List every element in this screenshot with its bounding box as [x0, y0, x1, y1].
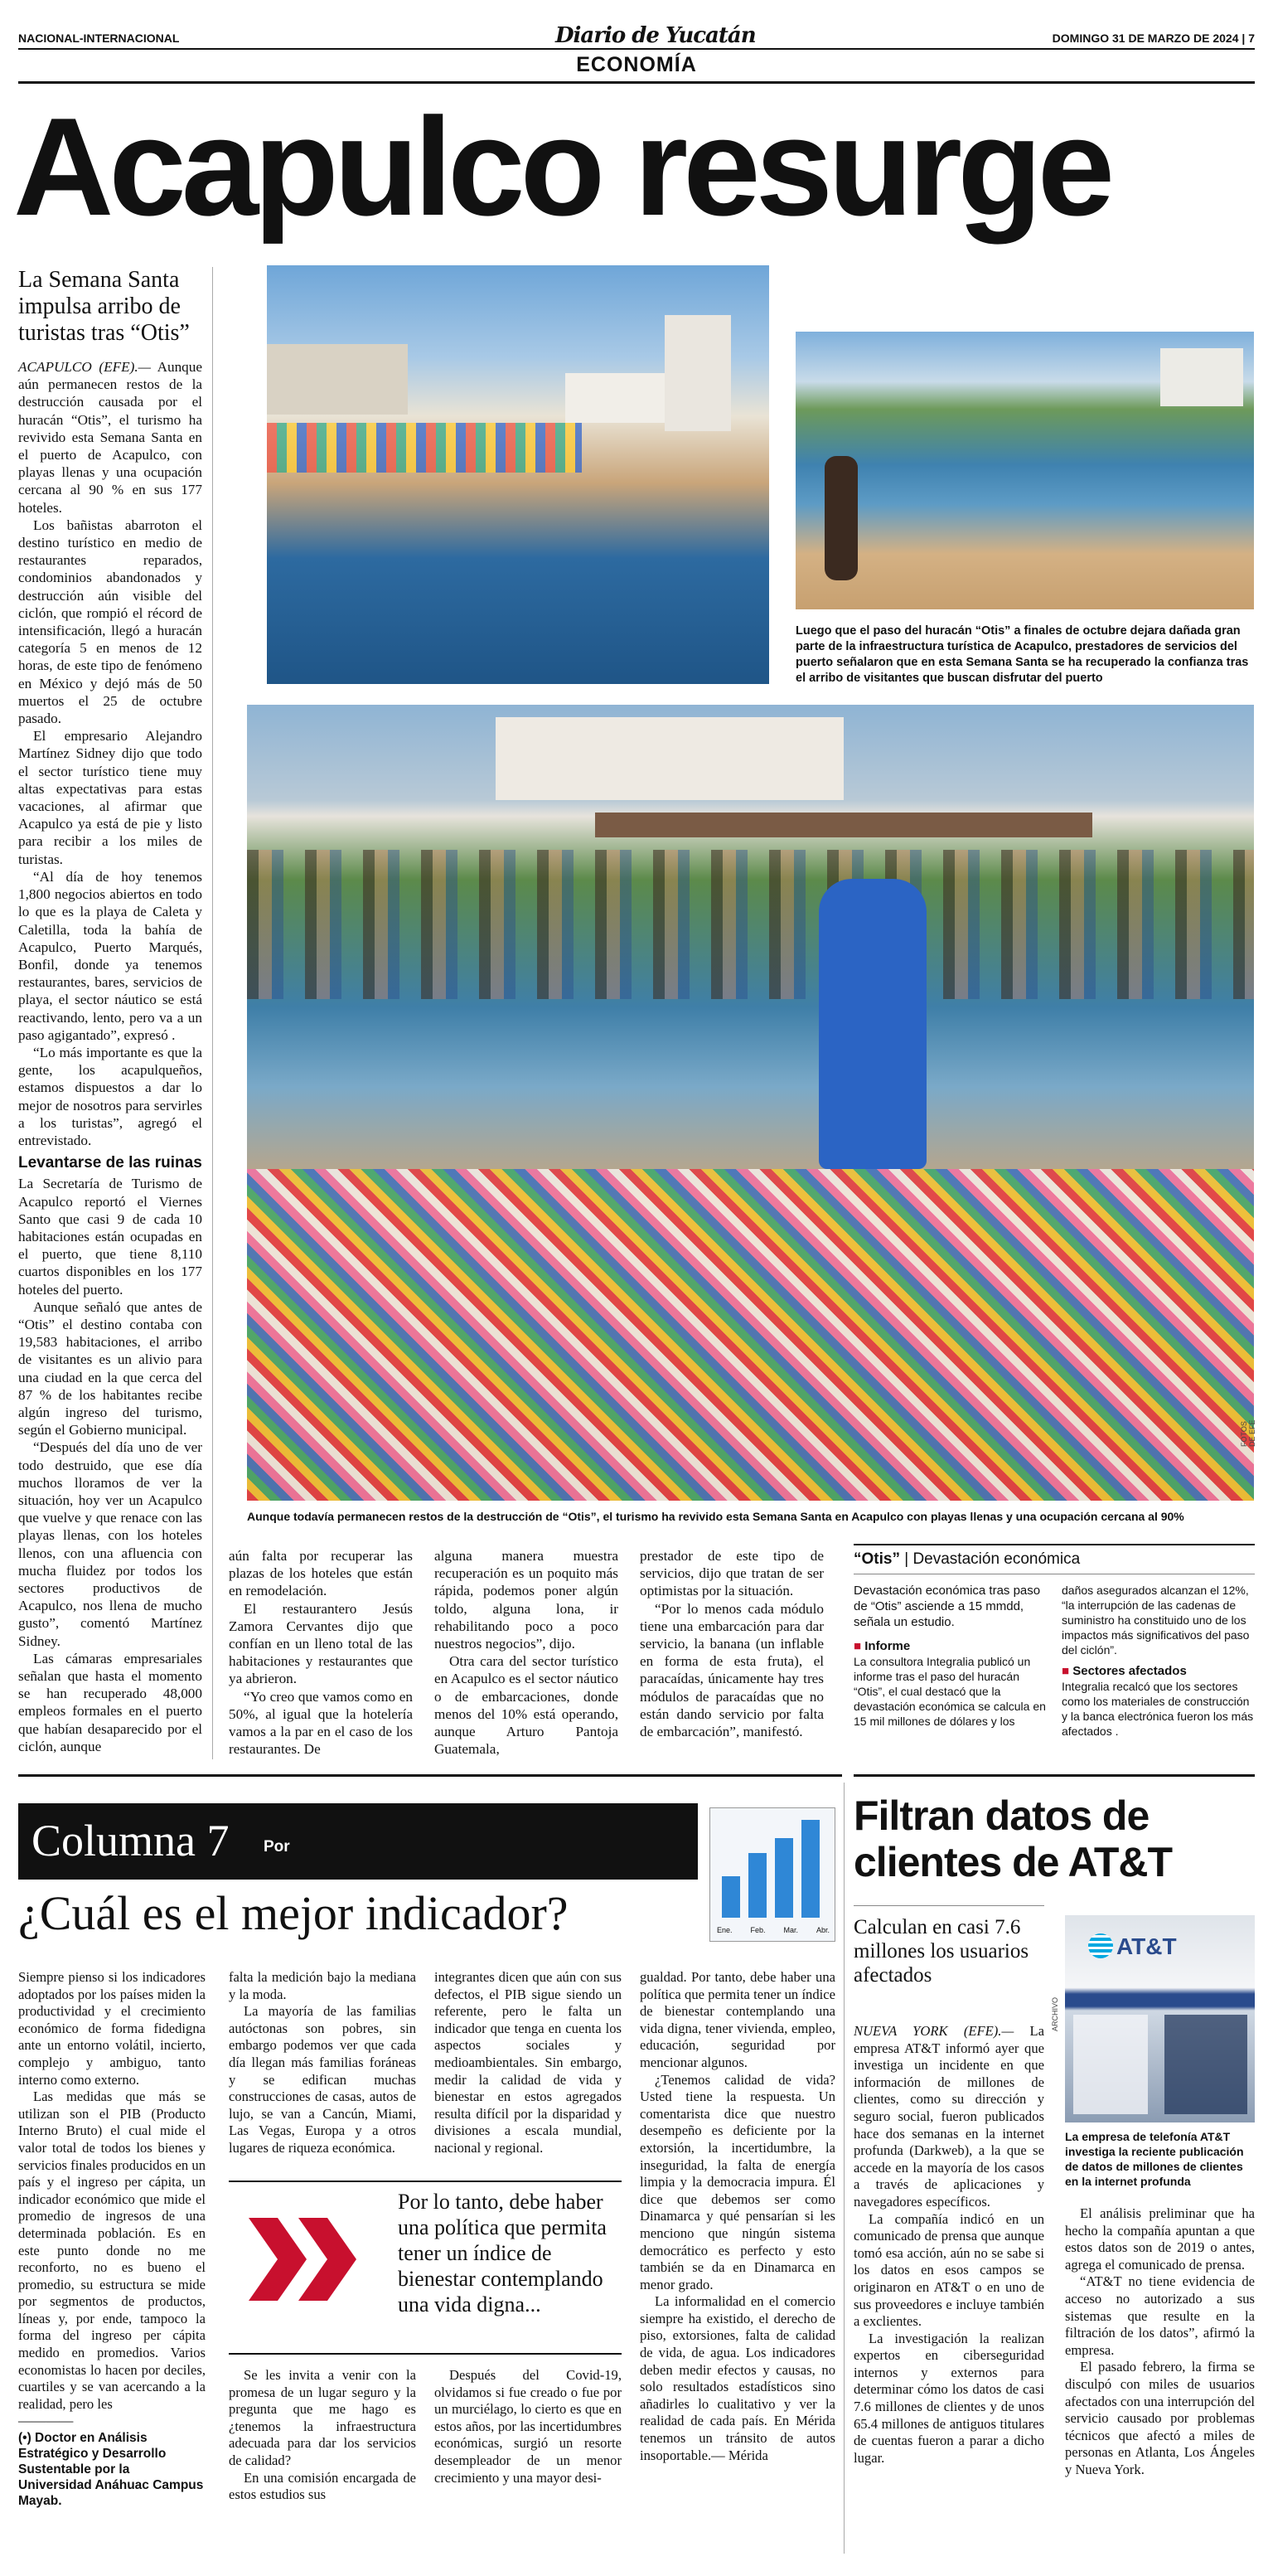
lead-column [18, 267, 202, 1755]
sidebar-item-text: Integralia recalcó que los sectores como los materiales de construcción y la banca electrónica fueron los más afectados . [1062, 1680, 1254, 1738]
vendor-stall-shape [247, 1169, 1254, 1501]
chart-axis-label: Ene. [717, 1926, 733, 1934]
author-note: (•) Doctor en Análisis Estratégico y Desarrollo Sustentable por la Universidad Anáhuac Campus Mayab. [18, 2431, 204, 2509]
column7-col-3b [434, 2367, 622, 2486]
building-shape [267, 344, 408, 415]
article-para: “Después del día uno de ver todo destruido, que ese día muchos lloramos de ver la situación, hoy ver un Acapulco que vuelve y que renace con las playas llenas, con los hoteles llenos, con una afluencia con mucha fluidez por todos los sectores productivos de Acapulco, nos llena de mucho gusto”, comentó Martínez Sidney. [18, 1439, 202, 1649]
lower-section-rule [18, 1774, 842, 1777]
article-para: El restaurantero Jesús Zamora Cervantes dijo que confían en un lleno total de las habitaciones y restaurantes que ya abrieron. [229, 1600, 413, 1687]
article-para: “AT&T no tiene evidencia de acceso no autorizado a sus sistemas que resulte en la filtración de los datos”, afirmó la empresa. [1065, 2273, 1255, 2358]
chart-bar [801, 1820, 820, 1918]
subheadline: La Semana Santa impulsa arribo de turistas tras “Otis” [18, 267, 190, 346]
att-column-2 [1065, 2205, 1255, 2479]
main-headline: Acapulco resurge [13, 89, 1111, 245]
chart-bar [748, 1853, 767, 1918]
pull-quote: Por lo tanto, debe haber una política que permita tener un índice de bienestar contemplando una vida digna... [398, 2190, 607, 2316]
section-title: ECONOMÍA [576, 53, 697, 76]
article-para: El pasado febrero, la firma se disculpó con miles de usuarios afectados con una interrupción del servicio causado por problemas técnicos que afectó a miles de personas en Atlanta, Los Ángeles y Nueva York. [1065, 2359, 1255, 2477]
column7-col-2 [229, 1969, 416, 2157]
chart-illustration [709, 1807, 835, 1942]
article-para: Las medidas que más se utilizan son el PIB (Producto Interno Bruto) el cual mide el valor total de todos los bienes y servicios finales producidos en un país y el ingreso per cápita, un indicador económico que mide el promedio de ingresos de una determinada población. Es en este punto donde no me reconforto, no es bueno el promedio, su estructura se mide por segmentos de productos, líneas y, por ende, tampoco la forma del ingreso per cápita medido en promedios. Varios economistas lo hacen por deciles, cuartiles y se van acercando a la realidad, pero les [18, 2088, 206, 2412]
article-para: Otra cara del sector turístico en Acapulco es el sector náutico o de embarcaciones, donde menos del 10% está operando, aunque Arturo Pantoja Guatemala, [434, 1653, 618, 1758]
article-para: integrantes dicen que aún con sus defectos, el PIB sigue siendo un referente, pero le falta un indicador que tenga en cuenta los aspectos sociales y medioambientales. Sin embargo, medir la calidad de vida y bienestar en estos agregados resulta difícil por la disparidad y divisiones a escala mundial, nacional y regional. [434, 1969, 622, 2156]
article-para: Después del Covid-19, olvidamos si fue creado o fue por un murciélago, lo cierto es que en estos años, por las incertidumbres económicas, surgió un resorte desempleador de un menor crecimiento y una mayor desi- [434, 2367, 622, 2486]
article-para: La informalidad en el comercio siempre ha existido, el derecho de piso, extorsiones, falta de calidad de vida, de agua. Los indicadores deben medir efectos y causas, no solo resultados estadísticos sino añadirles lo cualitativo y ver la realidad de cada país. En Mérida tenemos un tránsito de autos insoportable.— Mérida [640, 2293, 835, 2463]
article-para: “Al día de hoy tenemos 1,800 negocios abiertos en todo lo que es la playa de Caleta y Caletilla, toda la bahía de Acapulco, Puerto Marqués, Bonfil, donde ya tenemos restaurantes, bares, servicios de playa, el sector náutico se está reactivando, lento, pero va a un paso agigantado”, expresó . [18, 868, 202, 1043]
issue-date: DOMINGO 31 DE MARZO DE 2024 | 7 [1052, 32, 1255, 45]
article-para: prestador de este tipo de servicios, dijo que tratan de ser optimistas por la situación. [640, 1548, 824, 1599]
person-shape [825, 456, 858, 580]
article-para: En una comisión encargada de estos estudios sus [229, 2469, 416, 2503]
sidebar-item-head: ■ Sectores afectados [1062, 1664, 1187, 1678]
section-label: NACIONAL-INTERNACIONAL [18, 32, 180, 45]
att-headline: Filtran datos de clientes de AT&T [854, 1793, 1173, 1885]
article-para: falta la medición bajo la mediana y la moda. [229, 1969, 416, 2002]
chart-axis-labels [717, 1926, 830, 1934]
article-subhead: Levantarse de las ruinas [18, 1154, 202, 1172]
quote-rule-bottom [229, 2353, 622, 2355]
column7-col-2b [229, 2367, 416, 2504]
sidebar-rule [854, 1544, 1255, 1545]
column7-col-3 [434, 1969, 622, 2157]
article-para: La Secretaría de Turismo de Acapulco reportó el Viernes Santo que casi 9 de cada 10 habitaciones están ocupadas en el puerto, que tiene 8,110 cuartos disponibles en los 177 hoteles del puerto. [18, 1176, 202, 1298]
article-para: El empresario Alejandro Martínez Sidney dijo que todo el sector turístico tiene muy altas expectativas para estas vacaciones, al afirmar que Acapulco ya está de pie y listo para recibir a los miles de turistas. [18, 728, 202, 867]
building-shape [665, 315, 731, 431]
article-para: “Por lo menos cada módulo tiene una embarcación para dar servicio, la banana (un inflable en forma de esta fruta), el paracaídas, únicamente hay tres módulos de paracaídas que no están dando servicio por falta de embarcación”, manifestó. [640, 1600, 824, 1740]
hotel-shape [496, 717, 844, 800]
att-column-1 [854, 2023, 1044, 2467]
sidebar-devastacion [854, 1544, 1255, 1739]
header-rule [18, 48, 1255, 50]
att-photo-caption: La empresa de telefonía AT&T investiga la reciente publicación de datos de millones de clientes en la internet profunda [1065, 2130, 1244, 2188]
pier-shape [595, 813, 1092, 837]
chart-axis-label: Mar. [783, 1926, 798, 1934]
article-para: “Yo creo que vamos como en 50%, al igual que la hotelería vamos a la par en el caso de los restaurantes. De [229, 1688, 413, 1758]
sidebar-lead: Devastación económica tras paso de “Otis” asciende a 15 mmdd, señala un estudio. [854, 1584, 1041, 1629]
article-para: gualdad. Por tanto, debe haber una política que permita tener un índice de bienestar contemplando una vida digna, tener vivienda, empleo, educación, seguridad por mencionar algunos. [640, 1969, 835, 2070]
column7-by: Por [264, 1838, 290, 1856]
att-logo: AT&T [1116, 1933, 1177, 1959]
att-lead-para: La empresa AT&T informó ayer que investiga un incidente en que información de millones de clientes, como su dirección y seguro social, fueron publicados hace dos semanas en la internet profunda (Darkweb), a la que se accede en la mayoría de los casos a través de aplicaciones y navegadores específicos. [854, 2023, 1044, 2210]
section-rule [18, 81, 1255, 84]
masthead: Diario de Yucatán [555, 23, 756, 48]
sidebar-item-head: ■ Informe [854, 1639, 911, 1653]
article-para: El análisis preliminar que ha hecho la compañía apuntan a que estos datos son de 2019 o antes, agrega el comunicado de prensa. [1065, 2205, 1255, 2273]
column7-name: Columna 7 [31, 1816, 230, 1865]
column7-col-1 [18, 1969, 206, 2509]
photo-att-store [1065, 1915, 1255, 2122]
vendor-person-shape [819, 879, 927, 1169]
article-para: La mayoría de las familias autóctonas son pobres, sin embargo podemos ver que cada día llegan más familias foráneas y se edifican muchas construcciones de casas, autos de lujo, se van a Cancún, Miami, Las Vegas, Europa y a otros lugares de riqueza económica. [229, 2003, 416, 2156]
article-para: “Lo más importante es que la gente, los acapulqueños, estamos dispuestos a dar lo mejor de nosotros para servirles a los turistas”, agregó el entrevistado. [18, 1044, 202, 1148]
article-para: Siempre pienso si los indicadores adoptados por los países miden la productividad y el crecimiento económico de forma fidedigna ante un entorno volátil, incierto, complejo y ambiguo, tanto interno como externo. [18, 1969, 206, 2088]
column7-col-4 [640, 1969, 835, 2464]
att-divider [844, 1783, 845, 2554]
sidebar-item-text: daños asegurados alcanzan el 12%, “la interrupción de las cadenas de suministro ha constituido uno de los impactos más significativos del paso del ciclón”. [1062, 1584, 1250, 1657]
article-para: Las cámaras empresariales señalan que hasta el momento se han recuperado 48,000 empleos formales en el puerto que habían desaparecido por el ciclón, aunque [18, 1650, 202, 1754]
sidebar-title-bold: “Otis” [854, 1550, 900, 1568]
quote-chevrons-icon [240, 2214, 373, 2305]
column-divider [212, 267, 213, 1759]
article-para: La compañía indicó en un comunicado de prensa que aunque tomó esa acción, aún no se sabe si los datos en esos campos se originaron en AT&T o en uno de sus proveedores e incluye también a exclientes. [854, 2210, 1044, 2330]
article-para: Aunque señaló que antes de “Otis” el destino contaba con 19,583 habitaciones, el arribo de visitantes es un alivio para una ciudad en la que cerca del 87 % de los habitantes recibe algún ingreso del turismo, según el Gobierno municipal. [18, 1298, 202, 1438]
photo-vendor-beach [247, 705, 1254, 1501]
photo-caption-main: Aunque todavía permanecen restos de la destrucción de “Otis”, el turismo ha revivido esta Semana Santa en Acapulco con playas llenas y una ocupación cercana al 90% [247, 1510, 1184, 1523]
sidebar-item-text: La consultora Integralia publicó un informe tras el paso del huracán “Otis”, el cual destacó que la devastación económica se calcula en 15 mil millones de dólares y los [854, 1655, 1046, 1728]
article-para: alguna manera muestra recuperación es un poquito más rápida, podemos poner algún toldo, alguna lona, ir rehabilitando poco a poco nuestros negocios”, dijo. [434, 1548, 618, 1652]
article-column-4 [640, 1547, 824, 1740]
photo-caption: Luego que el paso del huracán “Otis” a finales de octubre dejara dañada gran parte de la infraestructura turística de Acapulco, prestadores de servicios del puerto señalaron que en esta Semana Santa se ha recuperado la confianza tras el arribo de visitantes que buscan disfrutar del puerto [796, 624, 1249, 685]
article-para: Los bañistas abarroton el destino turístico en medio de restaurantes reparados, condominios abandonados y destrucción aún visible del ciclón, que rompió el récord de intensificación, llegó a huracán categoría 5 en menos de 12 horas, de este tipo de fenómeno en México y dejó más de 50 muertos el 25 de octubre pasado. [18, 517, 202, 727]
chart-axis-label: Abr. [816, 1926, 830, 1934]
dateline: ACAPULCO (EFE).— [18, 359, 151, 375]
column7-headline: ¿Cuál es el mejor indicador? [18, 1886, 569, 1940]
umbrellas-strip [267, 423, 582, 473]
sidebar-title-rest: | Devastación económica [904, 1550, 1081, 1568]
lead-para: Aunque aún permanecen restos de la destrucción causada por el huracán “Otis”, el turismo ha revivido esta Semana Santa en el puerto de Acapulco, con playas llenas y una ocupación cercana al 90 % en sus 177 hoteles. [18, 359, 202, 516]
article-para: aún falta por recuperar las plazas de los hoteles que están en remodelación. [229, 1548, 413, 1599]
chart-bar [722, 1876, 740, 1918]
dash: ———— [18, 2413, 74, 2429]
att-photo-credit: ARCHIVO [1051, 1996, 1059, 2031]
article-para: ¿Tenemos calidad de vida? Usted tiene la respuesta. Un comentarista dice que nuestro desempeño es deficiente por la extorsión, la incertidumbre, la inseguridad, la falta de energía limpia y la democracia impura. Él dice que debemos ser como Dinamarca y qué pensarían si les menciono que ningún sistema democrático es perfecto y esto también se da en Dinamarca en menor grado. [640, 2071, 835, 2292]
building-shape [1160, 348, 1243, 406]
chart-axis-label: Feb. [750, 1926, 766, 1934]
att-globe-icon [1088, 1933, 1113, 1958]
crowd-shape [247, 850, 1254, 999]
lower-section-rule-right [854, 1774, 1255, 1777]
store-window-shape [1073, 2015, 1148, 2114]
article-column-2 [229, 1547, 413, 1758]
article-para: La investigación la realizan expertos en ciberseguridad internos y externos para determinar cómo los datos de casi 7.6 millones de clientes y de unos 65.4 millones de antiguos titulares de cuentas fueron a parar a dicho lugar. [854, 2330, 1044, 2466]
att-dateline: NUEVA YORK (EFE).— [854, 2023, 1014, 2039]
photo-bathers [796, 332, 1254, 609]
att-subhead: Calculan en casi 7.6 millones los usuarios afectados [854, 1916, 1029, 1987]
article-column-3 [434, 1547, 618, 1758]
date-text: DOMINGO 31 DE MARZO DE 2024 [1052, 32, 1239, 45]
page-number: 7 [1248, 32, 1255, 45]
quote-rule-top [229, 2181, 622, 2182]
article-para: Se les invita a venir con la promesa de un lugar seguro y la pregunta que me hago es ¿tenemos la infraestructura adecuada para dar los servicios de calidad? [229, 2367, 416, 2468]
sidebar-title [854, 1544, 1255, 1569]
store-window-shape [1164, 2015, 1247, 2114]
building-shape [565, 373, 665, 423]
att-subhead-rule [854, 1905, 1044, 1906]
chart-bar [775, 1838, 793, 1918]
photo-acapulco-beach [267, 265, 769, 684]
column7-banner [18, 1803, 698, 1880]
photo-credit: FOTOS DE EFE [1240, 1419, 1256, 1447]
